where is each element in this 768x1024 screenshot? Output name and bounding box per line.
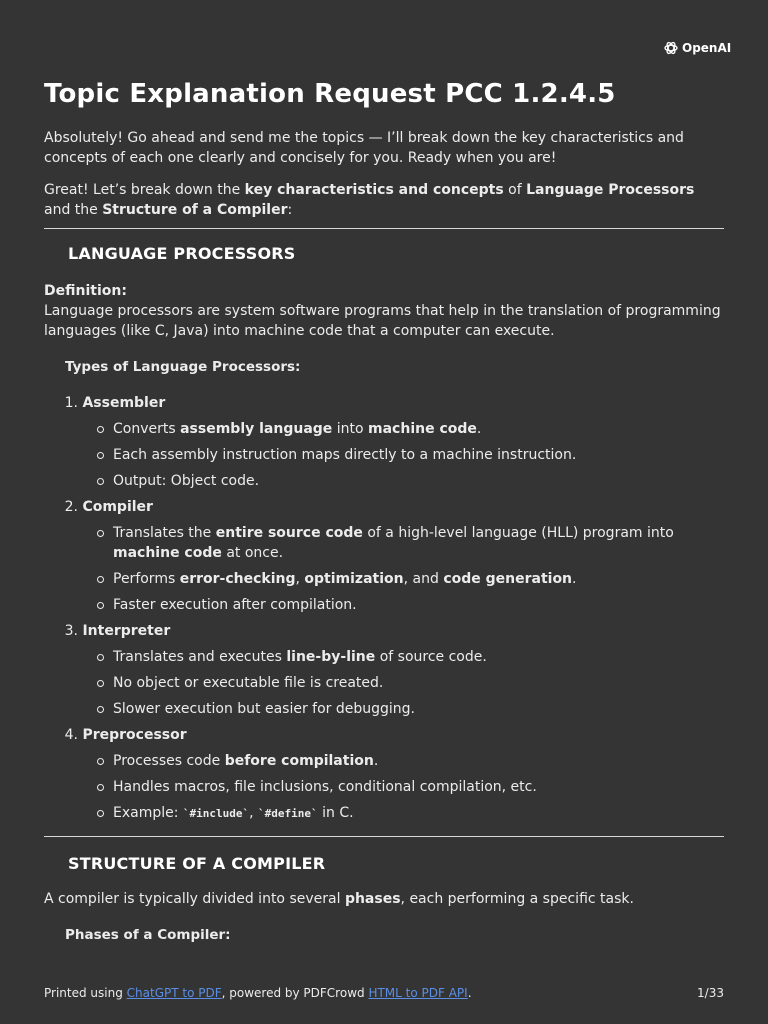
types-list xyxy=(44,393,724,824)
bullet-item: Slower execution but easier for debugging. xyxy=(113,699,724,719)
intro-paragraph-1: Absolutely! Go ahead and send me the topics — I’ll break down the key characteristics and concepts of each one clearly and concisely for you. Ready when you are! xyxy=(44,130,684,166)
compiler-description: A compiler is typically divided into several phases, each performing a specific task. xyxy=(44,891,634,907)
chatgpt-to-pdf-link[interactable]: ChatGPT to PDF xyxy=(126,986,222,1000)
page-title: Topic Explanation Request PCC 1.2.4.5 xyxy=(44,79,616,109)
footer-credit: Printed using ChatGPT to PDF, powered by PDFCrowd HTML to PDF API. xyxy=(44,986,472,1000)
openai-logo-icon xyxy=(663,40,679,56)
bullet-item: No object or executable file is created. xyxy=(113,673,724,693)
item-title: Assembler xyxy=(82,395,166,411)
item-title: Interpreter xyxy=(82,623,171,639)
phases-heading: Phases of a Compiler: xyxy=(65,927,231,943)
list-item-preprocessor: 4. Preprocessor Processes code before compilation. Handles macros, file inclusions, conditional compilation, etc. Example: `#include`, `#define` in C. xyxy=(44,725,724,824)
bullet-item: Output: Object code. xyxy=(113,471,724,491)
section-divider xyxy=(44,228,724,229)
document-page xyxy=(44,76,724,945)
bullet-list xyxy=(44,751,724,824)
bullet-list xyxy=(44,419,724,491)
list-item-interpreter: 3. Interpreter Translates and executes line-by-line of source code. No object or executable file is created. Slower execution but easier for debugging. xyxy=(44,621,724,719)
bullet-item: Each assembly instruction maps directly to a machine instruction. xyxy=(113,445,724,465)
bullet-item: Faster execution after compilation. xyxy=(113,595,724,615)
page-footer xyxy=(44,984,724,1002)
definition-label: Definition: xyxy=(44,283,127,299)
bullet-item: Translates the entire source code of a high-level language (HLL) program into machine code at once. xyxy=(113,523,724,563)
list-item-compiler: 2. Compiler Translates the entire source code of a high-level language (HLL) program into machine code at once. Performs error-checking, optimization, and code generation. Faster execution after compilation. xyxy=(44,497,724,615)
bullet-item: Handles macros, file inclusions, conditional compilation, etc. xyxy=(113,777,724,797)
html-to-pdf-api-link[interactable]: HTML to PDF API xyxy=(368,986,468,1000)
bullet-list xyxy=(44,523,724,615)
inline-code: `#include` xyxy=(182,807,250,820)
definition-text: Language processors are system software programs that help in the translation of programming languages (like C, Java) into machine code that a computer can execute. xyxy=(44,303,721,339)
section-heading-language-processors: LANGUAGE PROCESSORS xyxy=(68,244,296,263)
bullet-item: Example: `#include`, `#define` in C. xyxy=(113,803,724,824)
bullet-item: Performs error-checking, optimization, and code generation. xyxy=(113,569,724,589)
openai-logo-text: OpenAI xyxy=(682,41,732,55)
bullet-item: Processes code before compilation. xyxy=(113,751,724,771)
bullet-list xyxy=(44,647,724,719)
page-number: 1/33 xyxy=(697,986,724,1000)
inline-code: `#define` xyxy=(258,807,318,820)
intro-paragraph-2: Great! Let’s break down the key characteristics and concepts of Language Processors and the Structure of a Compiler: xyxy=(44,182,695,218)
section-divider xyxy=(44,836,724,837)
section-heading-compiler-structure: STRUCTURE OF A COMPILER xyxy=(68,854,326,873)
item-title: Preprocessor xyxy=(82,727,187,743)
openai-logo xyxy=(663,40,731,56)
item-title: Compiler xyxy=(82,499,153,515)
types-heading: Types of Language Processors: xyxy=(65,359,301,375)
bullet-item: Translates and executes line-by-line of source code. xyxy=(113,647,724,667)
list-item-assembler: 1. Assembler Converts assembly language into machine code. Each assembly instruction maps directly to a machine instruction. Output: Object code. xyxy=(44,393,724,491)
bullet-item: Converts assembly language into machine code. xyxy=(113,419,724,439)
